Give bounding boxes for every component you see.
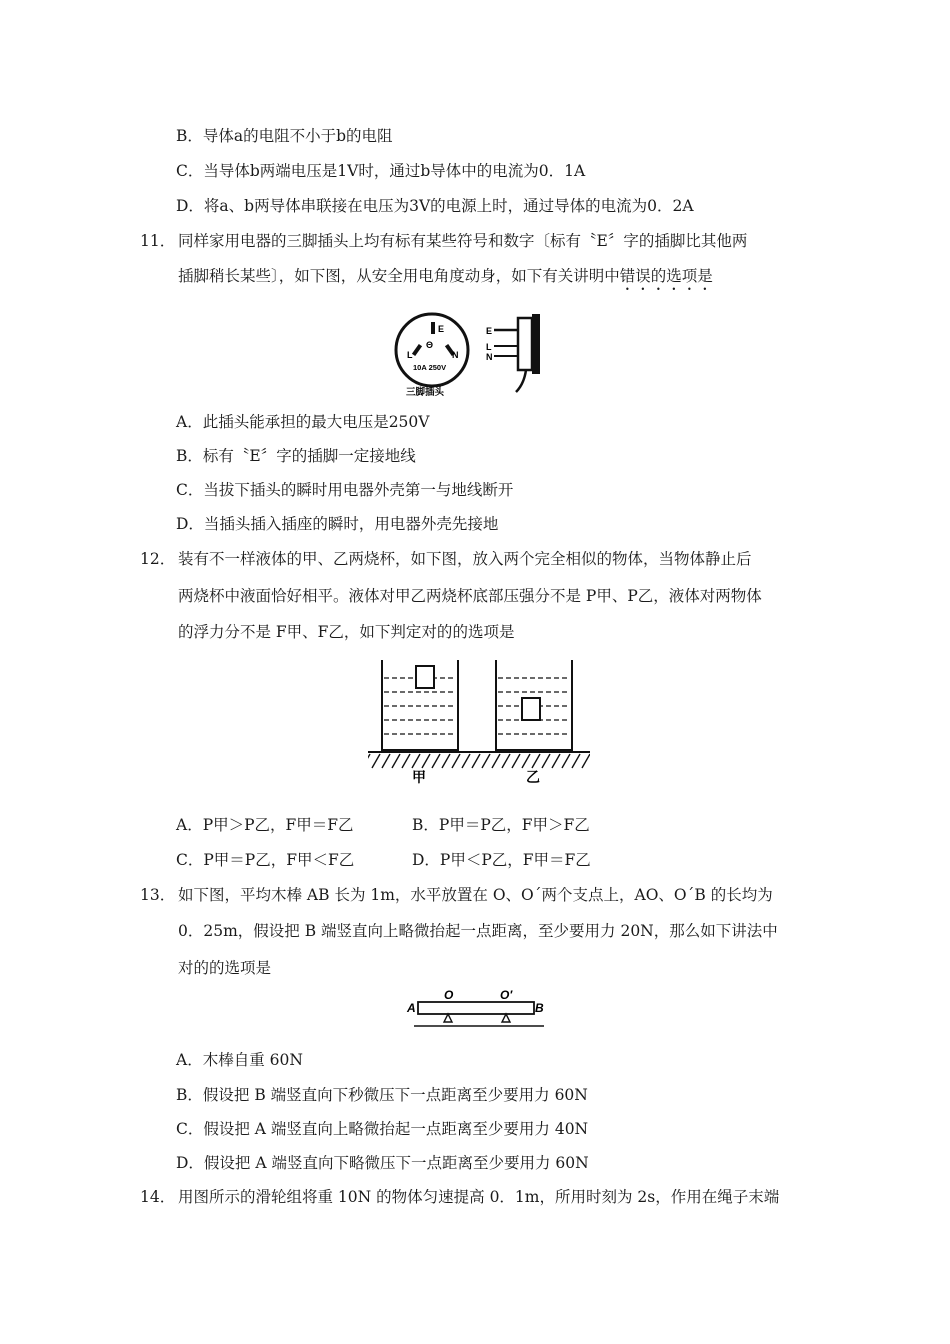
q14-number: 14．	[140, 1188, 176, 1206]
q14-stem-line1: 用图所示的滑轮组将重 10N 的物体匀速提高 0．1m，所用时刻为 2s，作用在绳子末端	[178, 1188, 780, 1206]
q13-option-d: D．假设把 A 端竖直向下略微压下一点距离至少要用力 60N	[176, 1154, 589, 1172]
q11-fig-e-label: E	[438, 324, 445, 334]
q10-option-c: C．当导体b两端电压是1V时，通过b导体中的电流为0．1A	[176, 162, 586, 180]
q11-fig-side-n: N	[486, 352, 493, 362]
q12-option-d: D．P甲＜P乙，F甲＝F乙	[412, 851, 591, 869]
svg-text:Θ: Θ	[426, 340, 434, 350]
q13-fig-b-label: B	[535, 1001, 544, 1015]
q11-number: 11．	[140, 232, 176, 250]
q13-stem-line1: 如下图，平均木棒 AB 长为 1m，水平放置在 O、O´两个支点上，AO、O´B 的长均为	[178, 886, 773, 904]
q11-emphasis-text: 错误的选项是	[619, 267, 713, 285]
q11-option-a: A．此插头能承担的最大电压是250V	[176, 413, 430, 431]
q12-number: 12．	[140, 550, 176, 568]
q11-fig-caption: 三脚插头	[406, 387, 445, 398]
q11-fig-n-label: N	[452, 350, 459, 360]
q13-stem-line2: 0．25m，假设把 B 端竖直向上略微抬起一点距离，至少要用力 20N，那么如下讲法中	[178, 922, 778, 940]
q13-option-a: A．木棒自重 60N	[176, 1051, 303, 1069]
q12-beakers-figure	[368, 658, 590, 786]
q11-fig-side-l: L	[486, 342, 492, 352]
q11-option-c: C．当拔下插头的瞬时用电器外壳第一与地线断开	[176, 481, 514, 499]
q13-fig-o2-label: O′	[500, 988, 513, 1002]
q12-stem-line3: 的浮力分不是 F甲、F乙，如下判定对的的选项是	[178, 623, 515, 641]
q13-stem-line3: 对的的选项是	[178, 959, 272, 977]
q12-fig-right-label: 乙	[526, 769, 540, 785]
q11-stem-line2	[178, 266, 713, 294]
q12-fig-left-label: 甲	[412, 769, 426, 785]
q11-fig-rating: 10A 250V	[413, 363, 447, 372]
q11-plug-figure	[392, 308, 552, 400]
q10-option-b: B．导体a的电阻不小于b的电阻	[176, 127, 393, 145]
q11-stem-line1: 同样家用电器的三脚插头上均有标有某些符号和数字〔标有〝E〞字的插脚比其他两	[178, 232, 748, 250]
q13-fig-o-label: O	[444, 988, 454, 1002]
q11-option-d: D．当插头插入插座的瞬时，用电器外壳先接地	[176, 515, 499, 533]
q12-stem-line1: 装有不一样液体的甲、乙两烧杯，如下图，放入两个完全相似的物体，当物体静止后	[178, 550, 752, 568]
q13-number: 13．	[140, 886, 176, 904]
q12-option-a: A．P甲＞P乙，F甲＝F乙	[176, 816, 354, 834]
q11-option-b: B．标有〝E〞字的插脚一定接地线	[176, 447, 416, 465]
q11-fig-l-label: L	[407, 350, 413, 360]
q12-option-c: C．P甲＝P乙，F甲＜F乙	[176, 851, 355, 869]
q12-stem-line2: 两烧杯中液面恰好相平。液体对甲乙两烧杯底部压强分不是 P甲、P乙，液体对两物体	[178, 587, 762, 605]
q13-option-b: B．假设把 B 端竖直向下秒微压下一点距离至少要用力 60N	[176, 1086, 588, 1104]
q10-option-d: D．将a、b两导体串联接在电压为3V的电源上时，通过导体的电流为0．2A	[176, 197, 694, 215]
q11-stem-line2-text: 插脚稍长某些〕，如下图，从安全用电角度动身，如下有关讲明中	[178, 267, 620, 285]
q12-option-b: B．P甲＝P乙，F甲＞F乙	[412, 816, 590, 834]
q11-fig-side-e: E	[486, 326, 493, 336]
q13-option-c: C．假设把 A 端竖直向上略微抬起一点距离至少要用力 40N	[176, 1120, 589, 1138]
q13-lever-figure	[404, 986, 550, 1032]
q13-fig-a-label: A	[407, 1001, 416, 1015]
